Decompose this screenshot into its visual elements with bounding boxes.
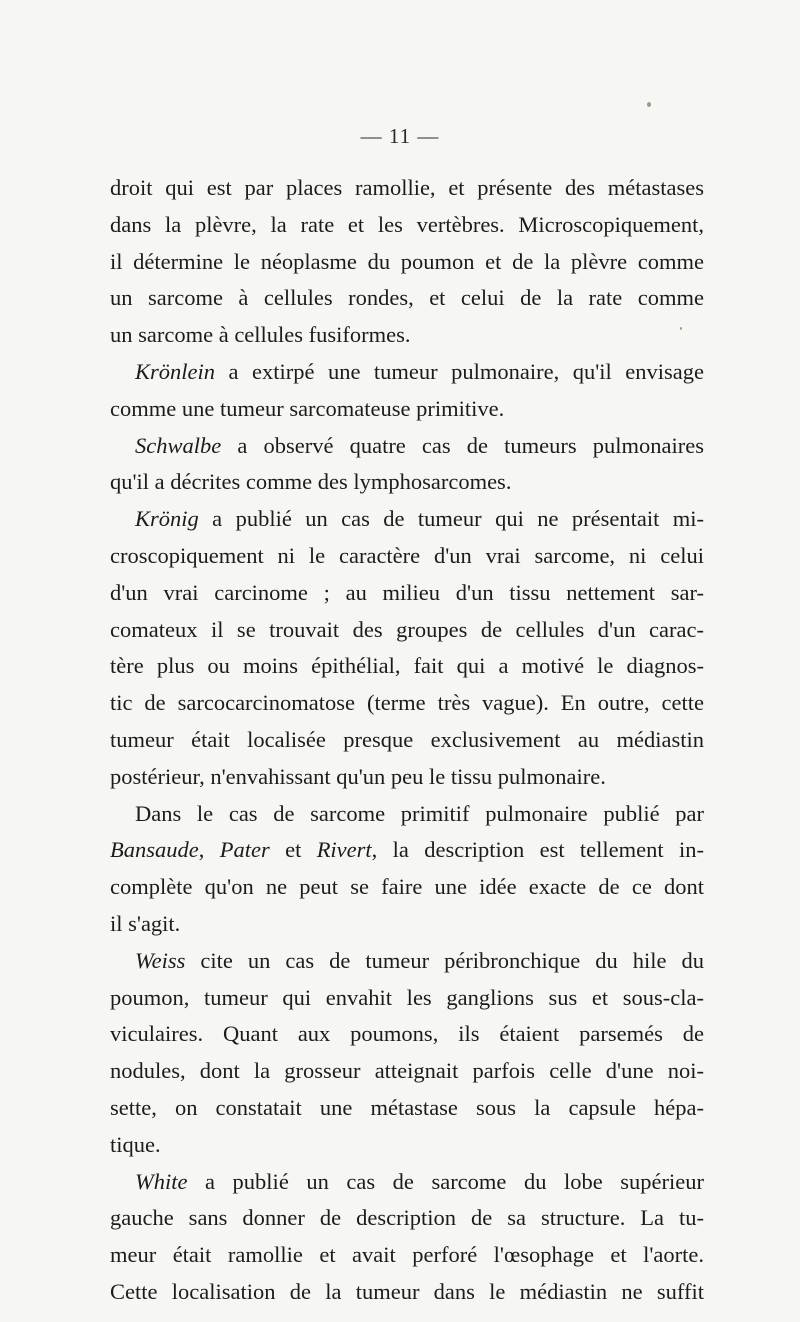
scan-speck [647,102,651,107]
text-line: nodules, dont la grosseur atteignait parfois celle d'une noi- [110,1058,704,1084]
paragraph-weiss [110,943,704,980]
text-line: d'un vrai carcinome ; au milieu d'un tissu nettement sar- [110,579,704,605]
text-line: complète qu'on ne peut se faire une idée exacte de ce dont [110,874,704,900]
text-line: tumeur était localisée presque exclusivement au médiastin [110,726,704,752]
author-name: Schwalbe [135,432,222,458]
text-line: Dans le cas de sarcome primitif pulmonaire publié par [135,800,704,826]
text-line: croscopiquement ni le caractère d'un vrai sarcome, ni celui [110,542,704,568]
text-line: comateux il se trouvait des groupes de cellules d'un carac- [110,616,704,642]
text-line: qu'il a décrites comme des lymphosarcomes. [110,469,512,495]
text-line: meur était ramollie et avait perforé l'œsophage et l'aorte. [110,1242,704,1268]
text-line: tère plus ou moins épithélial, fait qui a motivé le diagnos- [110,653,704,679]
text-line: comme une tumeur sarcomateuse primitive. [110,395,505,421]
scan-speck [680,327,682,330]
author-name: Pater [219,837,270,863]
body-text [110,170,704,1311]
text-line: tique. [110,1131,161,1157]
text-line: dans la plèvre, la rate et les vertèbres. Microscopiquement, [110,211,704,237]
text-line: poumon, tumeur qui envahit les ganglions sus et sous-cla- [110,984,704,1010]
author-name: Bansaude [110,837,199,863]
text-span: a extirpé une tumeur pulmonaire, qu'il envisage [215,358,704,384]
author-name: Rivert [316,837,372,863]
text-line: un sarcome à cellules fusiformes. [110,322,411,348]
text-span: et [269,837,317,863]
text-line: Cette localisation de la tumeur dans le médiastin ne suffit [110,1278,704,1304]
author-name: Krönig [135,506,199,532]
text-span: , [198,837,220,863]
page-number: — 11 — [360,124,440,148]
author-name: Krönlein [135,358,216,384]
text-line: sette, on constatait une métastase sous la capsule hépa- [110,1094,704,1120]
text-line: un sarcome à cellules rondes, et celui de la rate comme [110,285,704,311]
text-line: viculaires. Quant aux poumons, ils étaient parsemés de [110,1021,704,1047]
text-line: gauche sans donner de description de sa structure. La tu- [110,1205,704,1231]
paragraph-kronig [110,501,704,538]
text-line: il détermine le néoplasme du poumon et de la plèvre comme [110,248,704,274]
text-span: a publié un cas de sarcome du lobe supérieur [187,1168,704,1194]
paragraph-schwalbe [110,428,704,465]
author-name: Weiss [135,947,186,973]
text-span: a observé quatre cas de tumeurs pulmonaires [221,432,704,458]
text-line: il s'agit. [110,910,181,936]
paragraph-kronlein [110,354,704,391]
author-name: White [135,1168,188,1194]
text-span: a publié un cas de tumeur qui ne présentait mi- [198,506,704,532]
text-line: droit qui est par places ramollie, et présente des métastases [110,175,704,200]
text-line: postérieur, n'envahissant qu'un peu le tissu pulmonaire. [110,763,606,789]
text-line: tic de sarcocarcinomatose (terme très vague). En outre, cette [110,690,704,716]
paragraph-white [110,1164,704,1201]
text-span: , la description est tellement in- [371,837,704,863]
text-span: cite un cas de tumeur péribronchique du hile du [185,947,704,973]
text-line-authors [110,832,704,869]
